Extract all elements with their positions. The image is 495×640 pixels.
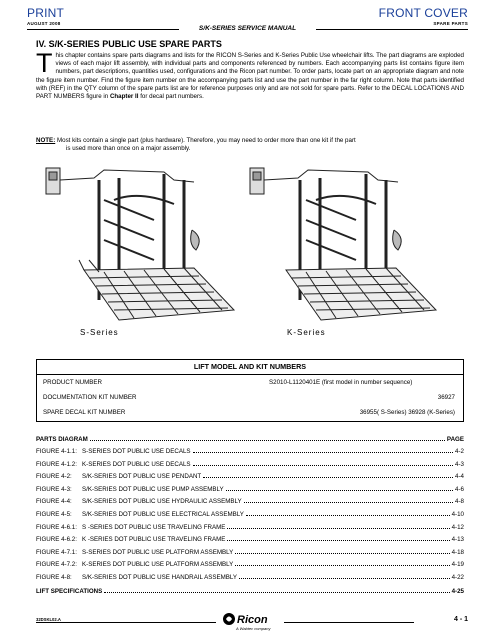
note-text: Most kits contain a single part (plus hardware). Therefore, you may need to order more than one kit if the part	[55, 137, 356, 144]
toc-page-number: 4-6	[455, 485, 464, 493]
toc-row	[36, 498, 464, 505]
toc-leader	[193, 448, 454, 453]
kit-row-value: 36927	[437, 394, 455, 401]
toc-page-number: 4-8	[455, 498, 464, 506]
toc-figure-title: S -SERIES DOT PUBLIC USE TRAVELING FRAME	[82, 523, 226, 531]
intro-text: his chapter contains spare parts diagrams and lists for the RICON S-Series and K-Series Public Use wheelchair lifts. The part diagrams are exploded views of each major lift assembly, with individual parts and components referenced by numbers. Each accompanying parts list contains figure item numbers, part descriptions, quantities used, configurations and the Ricon part number. To order parts, locate part on an appropriate diagram and note the figure item number. Find the figure item number on the accompanying parts list and use the part number in the far right column. Note that parts identified with (REF) in the QTY column of the spare parts list are for reference purposes only and are not sold for spare parts. Refer to the DECAL LOCATIONS AND PART NUMBERS figure in	[36, 52, 465, 100]
toc-row	[36, 486, 464, 493]
toc-leader	[244, 498, 453, 503]
toc-page-number: 4-22	[451, 574, 464, 581]
toc-row	[36, 536, 464, 543]
intro-bold: Chapter II	[109, 92, 139, 100]
toc-page-number: 4-13	[451, 536, 464, 544]
drop-cap: T	[36, 48, 53, 78]
header-right	[379, 6, 468, 26]
toc-page-number: 4-4	[455, 473, 464, 481]
toc-figure-number: FIGURE 4-4:	[36, 498, 72, 506]
doc-code: 32DSKL02.A	[36, 617, 61, 622]
toc-page-number: 4-12	[451, 523, 464, 531]
note-label: NOTE:	[36, 137, 56, 144]
toc-figure-title: K -SERIES DOT PUBLIC USE TRAVELING FRAME	[82, 536, 226, 544]
toc-leader	[235, 561, 449, 566]
page-number: 4 - 1	[453, 616, 468, 623]
intro-tail: for decal part numbers.	[138, 92, 204, 100]
toc-figure-title: S/K-SERIES DOT PUBLIC USE HYDRAULIC ASSEMBLY	[82, 498, 242, 506]
spare-parts-label: SPARE PARTS	[433, 21, 468, 26]
toc-lift-spec	[36, 588, 464, 595]
toc-leader	[227, 536, 449, 541]
toc-page-number: 4-18	[451, 548, 464, 556]
manual-title: S/K-SERIES SERVICE MANUAL	[198, 25, 297, 32]
toc-figure-title: K-SERIES DOT PUBLIC USE DECALS	[82, 460, 191, 468]
kit-row-label: PRODUCT NUMBER	[43, 379, 103, 386]
toc-figure-title: S/K-SERIES DOT PUBLIC USE HANDRAIL ASSEMBLY	[82, 574, 237, 581]
toc-figure-number: FIGURE 4-1.1:	[36, 448, 77, 455]
toc-figure-number: FIGURE 4-1.2:	[36, 460, 77, 468]
toc-leader	[193, 461, 454, 466]
toc-page-number: 4-19	[451, 561, 464, 569]
toc-leader	[235, 549, 449, 554]
footer-rule-right	[284, 622, 414, 623]
toc-head-right: PAGE	[446, 436, 464, 443]
ricon-logo	[222, 609, 274, 633]
toc-figure-number: FIGURE 4-5:	[36, 511, 72, 518]
toc-lift-spec-title: LIFT SPECIFICATIONS	[36, 588, 103, 595]
toc-page-number: 4-3	[455, 460, 464, 468]
toc-figure-number: FIGURE 4-6.1:	[36, 523, 77, 531]
logo-sub: A Wabtec company	[236, 626, 271, 631]
kit-row-value: S2010-L1120401E (first model in number sequence)	[269, 379, 413, 386]
print-label: PRINT	[27, 6, 64, 20]
toc-row	[36, 448, 464, 455]
toc-head-left: PARTS DIAGRAM	[36, 436, 88, 443]
toc-leader	[90, 436, 445, 441]
kit-numbers-table	[36, 359, 464, 422]
toc-leader	[104, 588, 449, 593]
toc-row	[36, 549, 464, 556]
toc-leader	[227, 524, 449, 529]
toc-row	[36, 461, 464, 468]
k-series-lift-illustration	[248, 160, 443, 325]
toc-figure-number: FIGURE 4-7.1:	[36, 548, 77, 556]
s-series-lift-illustration	[44, 160, 239, 325]
intro-paragraph	[36, 48, 465, 101]
print-date: AUGUST 2008	[27, 21, 61, 26]
note-paragraph	[36, 137, 464, 153]
toc-leader	[239, 574, 450, 579]
toc-leader	[226, 486, 453, 491]
kit-table-title-text: LIFT MODEL AND KIT NUMBERS	[193, 362, 307, 371]
toc-leader	[246, 511, 450, 516]
toc-figure-title: S-SERIES DOT PUBLIC USE PLATFORM ASSEMBLY	[82, 548, 234, 556]
front-cover-label: FRONT COVER	[378, 6, 468, 20]
toc-figure-title: S-SERIES DOT PUBLIC USE DECALS	[82, 448, 191, 455]
toc-figure-number: FIGURE 4-7.2:	[36, 561, 77, 569]
toc-figure-number: FIGURE 4-6.2:	[36, 536, 77, 544]
toc-figure-number: FIGURE 4-2:	[36, 473, 72, 481]
toc-figure-number: FIGURE 4-8:	[36, 574, 72, 581]
kit-row-label: SPARE DECAL KIT NUMBER	[43, 409, 126, 416]
toc-lift-spec-page: 4-25	[451, 588, 464, 595]
toc-leader	[203, 473, 453, 478]
toc-figure-title: S/K-SERIES DOT PUBLIC USE ELECTRICAL ASSEMBLY	[82, 511, 244, 518]
section-title: IV. S/K-SERIES PUBLIC USE SPARE PARTS	[36, 39, 222, 49]
toc-page-number: 4-2	[455, 448, 464, 455]
toc-row	[36, 511, 464, 518]
header-left	[27, 6, 64, 26]
toc-row	[36, 561, 464, 568]
note-text-2: is used more than once on a major assembly.	[66, 145, 191, 153]
footer-rule-left	[36, 622, 216, 623]
toc-row	[36, 574, 464, 581]
toc-row	[36, 524, 464, 531]
kit-row-label: DOCUMENTATION KIT NUMBER	[43, 394, 137, 401]
toc-page-number: 4-10	[451, 511, 464, 518]
toc-header	[36, 436, 464, 443]
k-series-caption: K-Series	[287, 328, 326, 337]
kit-table-title	[37, 360, 463, 375]
kit-row-value: 36955( S-Series) 36928 (K-Series)	[359, 409, 455, 416]
toc-figure-title: S/K-SERIES DOT PUBLIC USE PENDANT	[82, 473, 202, 481]
toc-row	[36, 473, 464, 480]
toc-figure-number: FIGURE 4-3:	[36, 485, 72, 493]
toc-figure-title: S/K-SERIES DOT PUBLIC USE PUMP ASSEMBLY	[82, 485, 224, 493]
logo-text: Ricon	[237, 614, 268, 626]
s-series-caption: S-Series	[80, 328, 119, 337]
toc-figure-title: K-SERIES DOT PUBLIC USE PLATFORM ASSEMBLY	[82, 561, 234, 569]
